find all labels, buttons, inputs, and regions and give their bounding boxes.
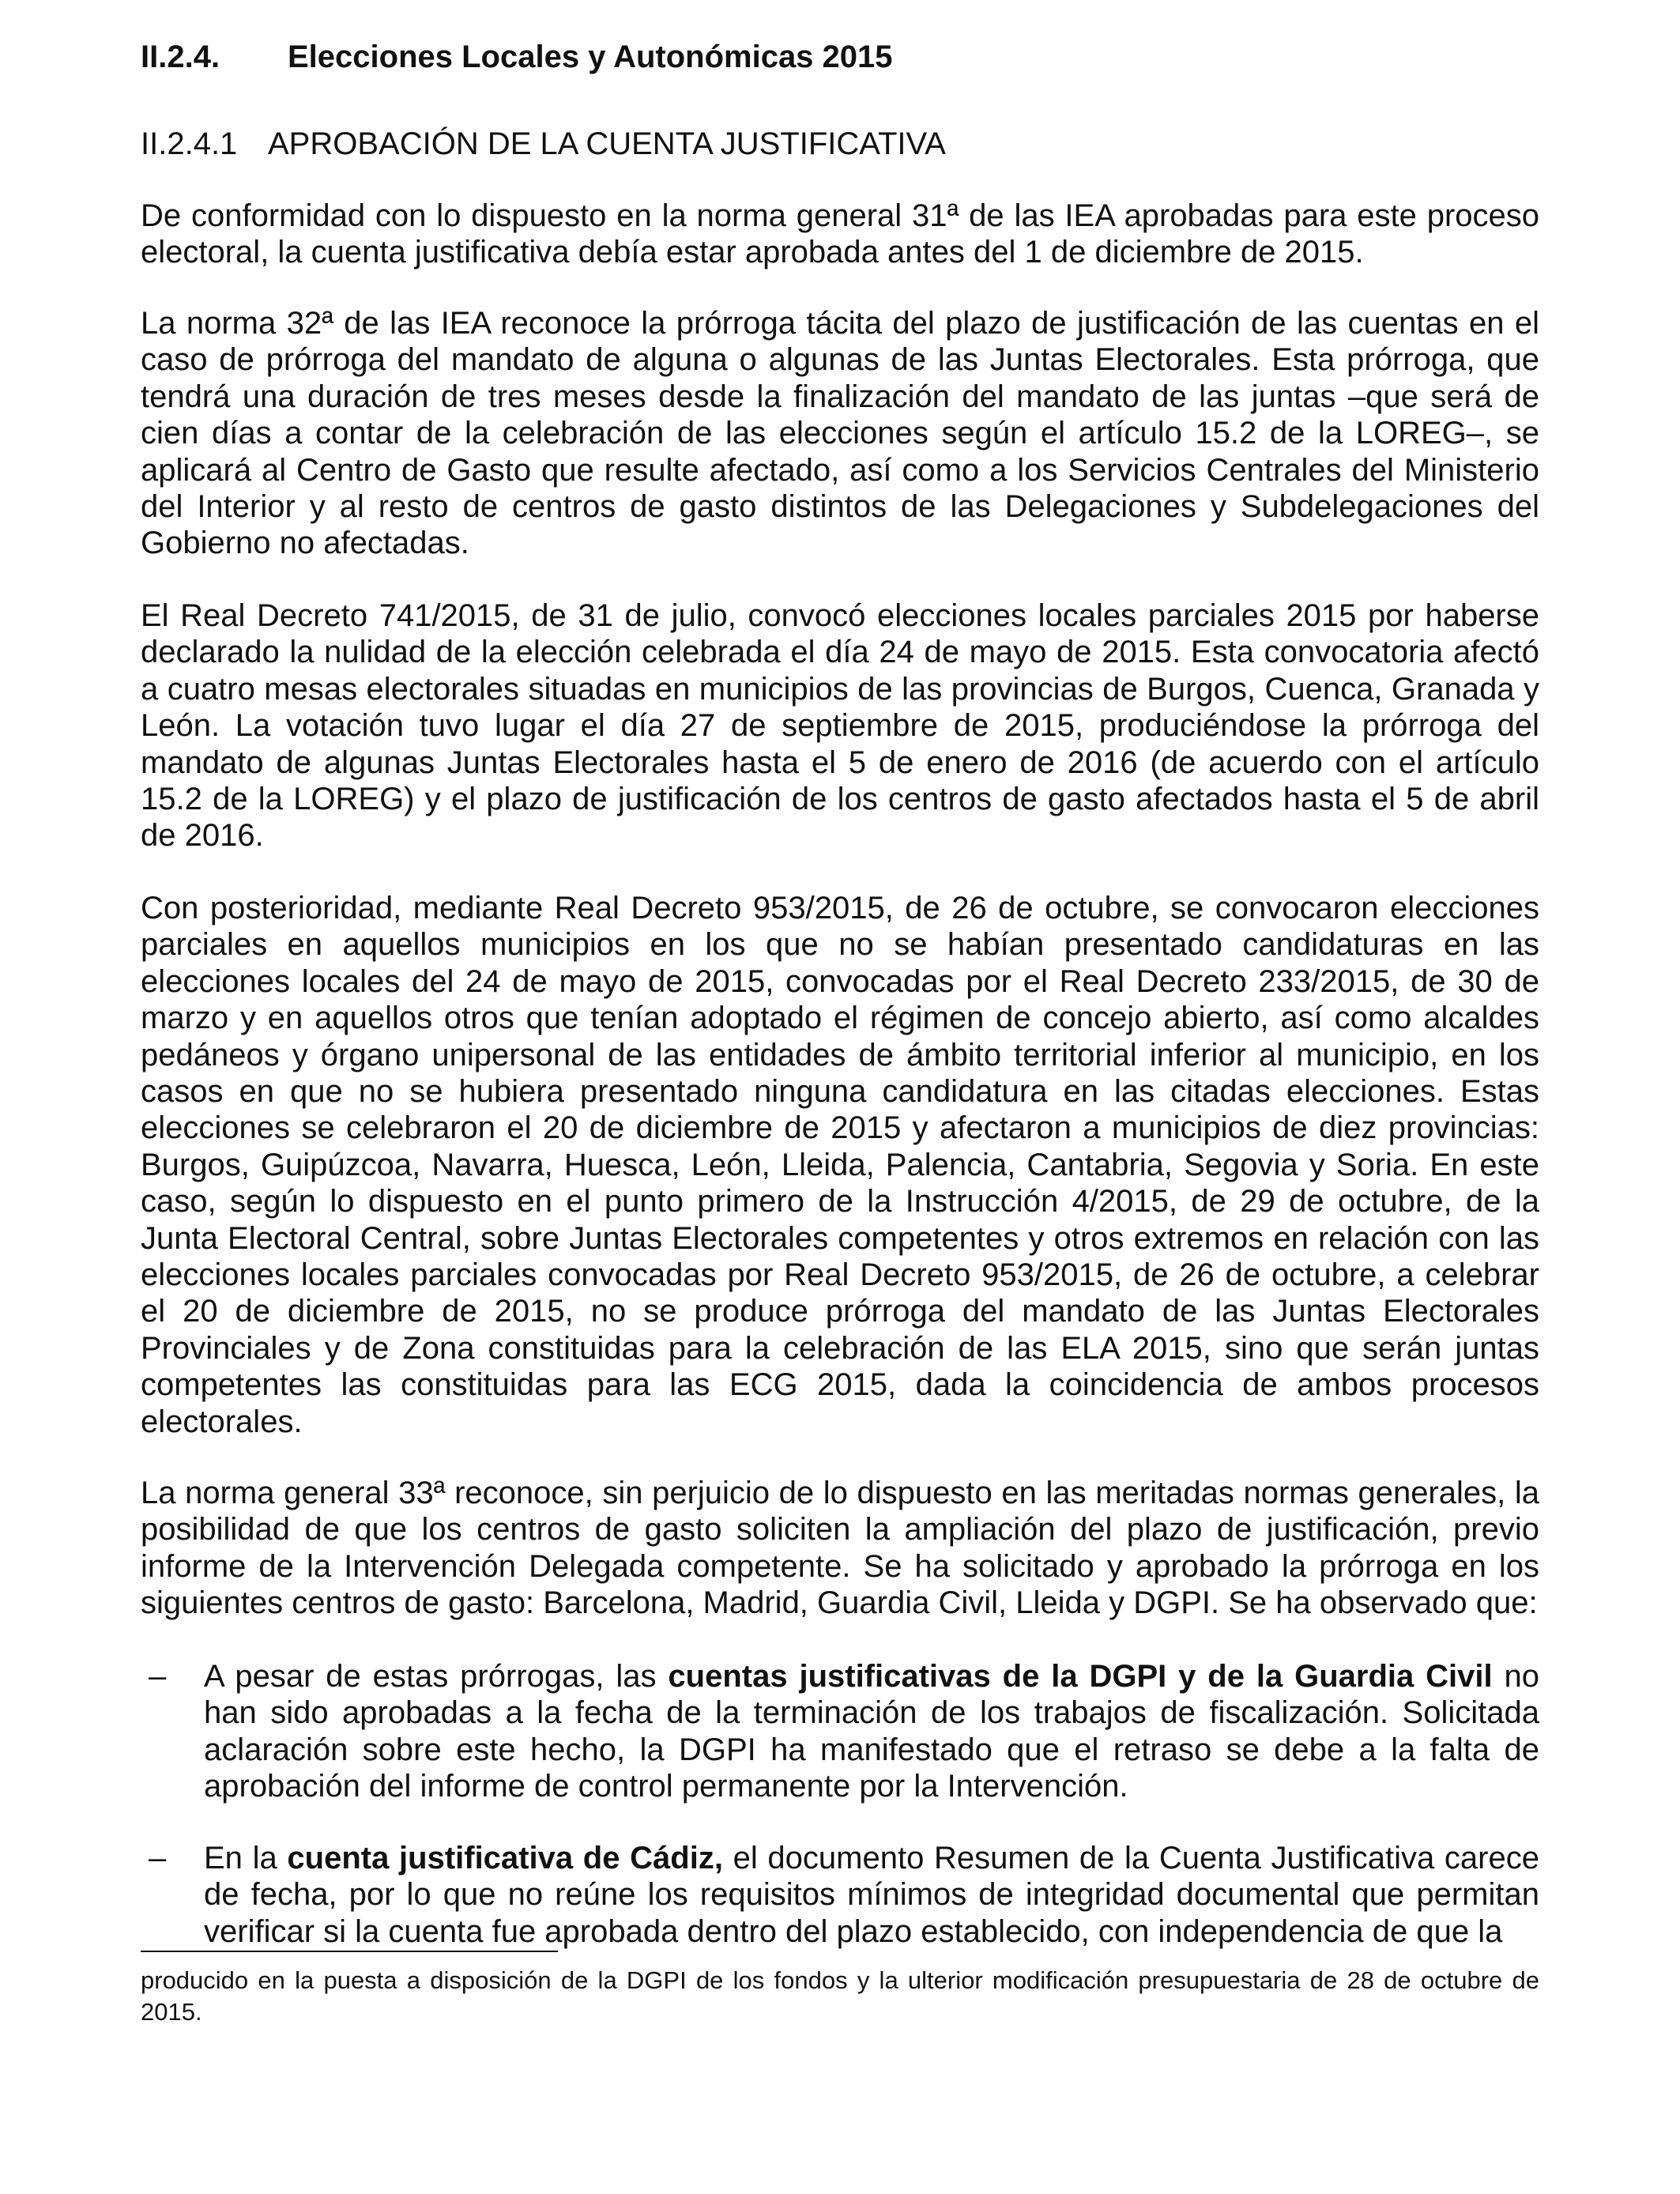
bullet-text <box>204 1658 1539 1805</box>
section-number: II.2.4. <box>141 40 220 74</box>
paragraph-real-decreto-741: El Real Decreto 741/2015, de 31 de julio, convocó elecciones locales parciales 2015 por haberse declarado la nulidad de la elección celebrada el día 24 de mayo de 2015. Esta convocatoria afectó a cuatro mesas electorales situadas en municipios de las provincias de Burgos, Cuenca, Granada y León. La votación tuvo lugar el día 27 de septiembre de 2015, produciéndose la prórroga del mandato de algunas Juntas Electorales hasta el 5 de enero de 2016 (de acuerdo con el artículo 15.2 de la LOREG) y el plazo de justificación de los centros de gasto afectados hasta el 5 de abril de 2016. <box>141 598 1539 854</box>
subsection-heading <box>141 125 946 163</box>
subsection-number: II.2.4.1 <box>141 126 238 161</box>
footnote-text: producido en la puesta a disposición de la DGPI de los fondos y la ulterior modificación presupuestaria de 28 de octubre de 2015. <box>141 1966 1539 2026</box>
paragraph-real-decreto-953: Con posterioridad, mediante Real Decreto 953/2015, de 26 de octubre, se convocaron elecciones parciales en aquellos municipios en los que no se habían presentado candidaturas en las elecciones locales del 24 de mayo de 2015, convocadas por el Real Decreto 233/2015, de 30 de marzo y en aquellos otros que tenían adoptado el régimen de concejo abierto, así como alcaldes pedáneos y órgano unipersonal de las entidades de ámbito territorial inferior al municipio, en los casos en que no se hubiera presentado ninguna candidatura en las citadas elecciones. Estas elecciones se celebraron el 20 de diciembre de 2015 y afectaron a municipios de diez provincias: Burgos, Guipúzcoa, Navarra, Huesca, León, Lleida, Palencia, Cantabria, Segovia y Soria. En este caso, según lo dispuesto en el punto primero de la Instrucción 4/2015, de 29 de octubre, de la Junta Electoral Central, sobre Juntas Electorales competentes y otros extremos en relación con las elecciones locales parciales convocadas por Real Decreto 953/2015, de 26 de octubre, a celebrar el 20 de diciembre de 2015, no se produce prórroga del mandato de las Juntas Electorales Provinciales y de Zona constituidas para la celebración de las ELA 2015, sino que serán juntas competentes las constituidas para las ECG 2015, dada la coincidencia de ambos procesos electorales. <box>141 891 1539 1439</box>
section-heading <box>141 38 893 76</box>
bullet-text-end: el documento Resumen de la Cuenta Justificativa carece de fecha, por lo que no reúne los requisitos mínimos de integridad documental que permitan verificar si la cuenta fue aprobada dentro del plazo establecido, con independencia de que la <box>204 1841 1539 1949</box>
bullet-text <box>204 1840 1539 1950</box>
bullet-dash: – <box>149 1659 167 1694</box>
paragraph-norma-31: De conformidad con lo dispuesto en la norma general 31ª de las IEA aprobadas para este proceso electoral, la cuenta justificativa debía estar aprobada antes del 1 de diciembre de 2015. <box>141 198 1539 270</box>
bullet-item-cadiz <box>141 1840 1539 1950</box>
bullet-dash: – <box>149 1841 167 1875</box>
bullet-text-start: En la <box>204 1841 288 1875</box>
footnote-divider <box>141 1951 558 1952</box>
bullet-text-end: no han sido aprobadas a la fecha de la terminación de los trabajos de fiscalización. Solicitada aclaración sobre este hecho, la DGPI ha manifestado que el retraso se debe a la falta de aprobación del informe de control permanente por la Intervención. <box>204 1659 1539 1804</box>
bullet-bold-text: cuenta justificativa de Cádiz, <box>287 1841 723 1875</box>
bullet-bold-text: cuentas justificativas de la DGPI y de la Guardia Civil <box>668 1659 1493 1694</box>
bullet-text-start: A pesar de estas prórrogas, las <box>204 1659 669 1694</box>
bullet-item-dgpi-guardia-civil <box>141 1658 1539 1805</box>
paragraph-norma-33: La norma general 33ª reconoce, sin perjuicio de lo dispuesto en las meritadas normas generales, la posibilidad de que los centros de gasto soliciten la ampliación del plazo de justificación, previo informe de la Intervención Delegada competente. Se ha solicitado y aprobado la prórroga en los siguientes centros de gasto: Barcelona, Madrid, Guardia Civil, Lleida y DGPI. Se ha observado que: <box>141 1476 1539 1621</box>
subsection-title-text: APROBACIÓN DE LA CUENTA JUSTIFICATIVA <box>268 126 946 161</box>
section-title-text: Elecciones Locales y Autonómicas 2015 <box>288 40 893 74</box>
paragraph-norma-32: La norma 32ª de las IEA reconoce la prórroga tácita del plazo de justificación de las cuentas en el caso de prórroga del mandato de alguna o algunas de las Juntas Electorales. Esta prórroga, que tendrá una duración de tres meses desde la finalización del mandato de las juntas –que será de cien días a contar de la celebración de las elecciones según el artículo 15.2 de la LOREG–, se aplicará al Centro de Gasto que resulte afectado, así como a los Servicios Centrales del Ministerio del Interior y al resto de centros de gasto distintos de las Delegaciones y Subdelegaciones del Gobierno no afectadas. <box>141 306 1539 561</box>
